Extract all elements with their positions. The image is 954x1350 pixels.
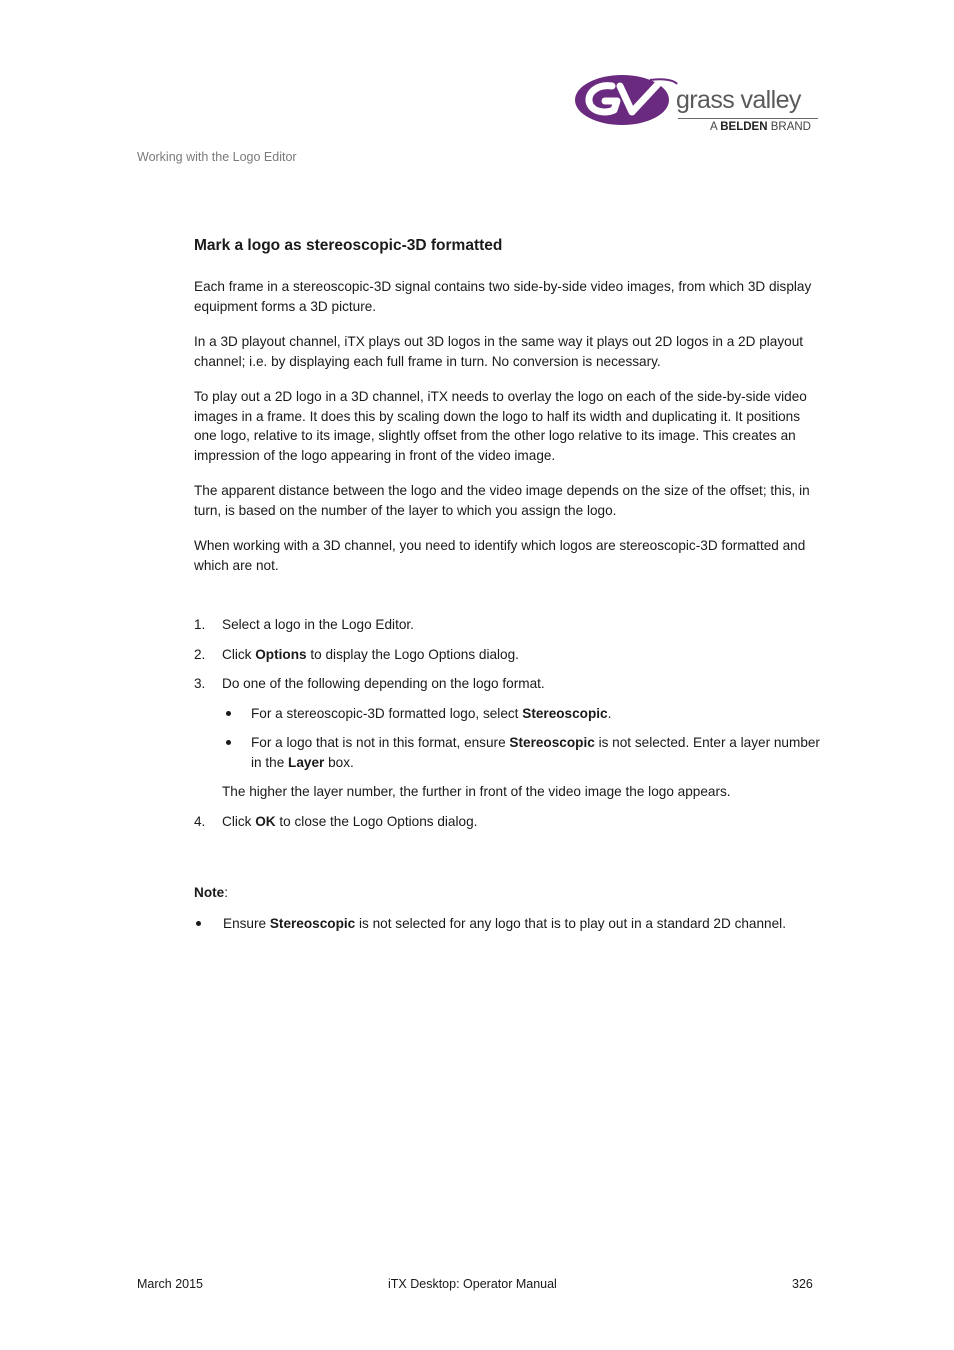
step-text: Click Options to display the Logo Options dialog.	[222, 646, 519, 662]
option-bullet-item: For a logo that is not in this format, ensure Stereoscopic is not selected. Enter a layer number in the Layer box.	[222, 733, 820, 772]
bullet-icon	[226, 740, 231, 745]
procedure-steps	[194, 615, 820, 831]
section-heading: Mark a logo as stereoscopic-3D formatted	[194, 237, 503, 254]
logo-brand-text: grass valley	[676, 86, 801, 114]
step-number: 3.	[194, 676, 206, 691]
footer-date: March 2015	[137, 1277, 204, 1291]
paragraph: When working with a 3D channel, you need to identify which logos are stereoscopic-3D formatted and which are not.	[194, 538, 806, 573]
section-header: Working with the Logo Editor	[137, 150, 297, 164]
step-item	[194, 645, 820, 665]
paragraph: In a 3D playout channel, iTX plays out 3D logos in the same way it plays out 2D logos in a 2D playout channel; i.e. by displaying each full frame in turn. No conversion is necessary.	[194, 334, 804, 369]
note-label: Note:	[194, 885, 228, 900]
step-text: Do one of the following depending on the logo format.	[222, 676, 545, 691]
logo-tagline: A BELDEN BRAND	[710, 121, 811, 133]
option-bullet-item: For a stereoscopic-3D formatted logo, select Stereoscopic.	[222, 704, 820, 724]
footer-title: iTX Desktop: Operator Manual	[388, 1277, 557, 1291]
step-number: 1.	[194, 617, 206, 632]
step-options	[222, 704, 820, 773]
step-note: The higher the layer number, the further in front of the video image the logo appears.	[222, 784, 731, 799]
step-item	[194, 615, 820, 635]
paragraph: The apparent distance between the logo and the video image depends on the size of the offset; this, in turn, is based on the number of the layer to which you assign the logo.	[194, 483, 810, 518]
step-text: Click OK to close the Logo Options dialog.	[222, 813, 478, 829]
gv-emblem-icon	[574, 72, 678, 130]
note-list	[194, 914, 820, 934]
bullet-icon	[226, 711, 231, 716]
step-item	[194, 674, 820, 802]
grass-valley-logo	[574, 70, 824, 136]
step-number: 4.	[194, 813, 206, 829]
footer-page-number: 326	[792, 1277, 813, 1291]
paragraph: To play out a 2D logo in a 3D channel, iTX needs to overlay the logo on each of the side-by-side video images in a frame. It does this by scaling down the logo to half its width and duplicating it. It positions one logo, relative to its image, slightly offset from the other logo relative to its image. This creates an impression of the logo appearing in front of the video image.	[194, 389, 807, 463]
paragraph: Each frame in a stereoscopic-3D signal contains two side-by-side video images, from which 3D display equipment forms a 3D picture.	[194, 279, 812, 314]
step-text: Select a logo in the Logo Editor.	[222, 617, 414, 632]
step-item	[194, 812, 820, 832]
logo-divider	[678, 118, 818, 119]
step-number: 2.	[194, 646, 206, 662]
note-bullet-item: Ensure Stereoscopic is not selected for any logo that is to play out in a standard 2D channel.	[194, 914, 820, 934]
bullet-icon	[196, 921, 201, 926]
page-content	[194, 235, 820, 933]
